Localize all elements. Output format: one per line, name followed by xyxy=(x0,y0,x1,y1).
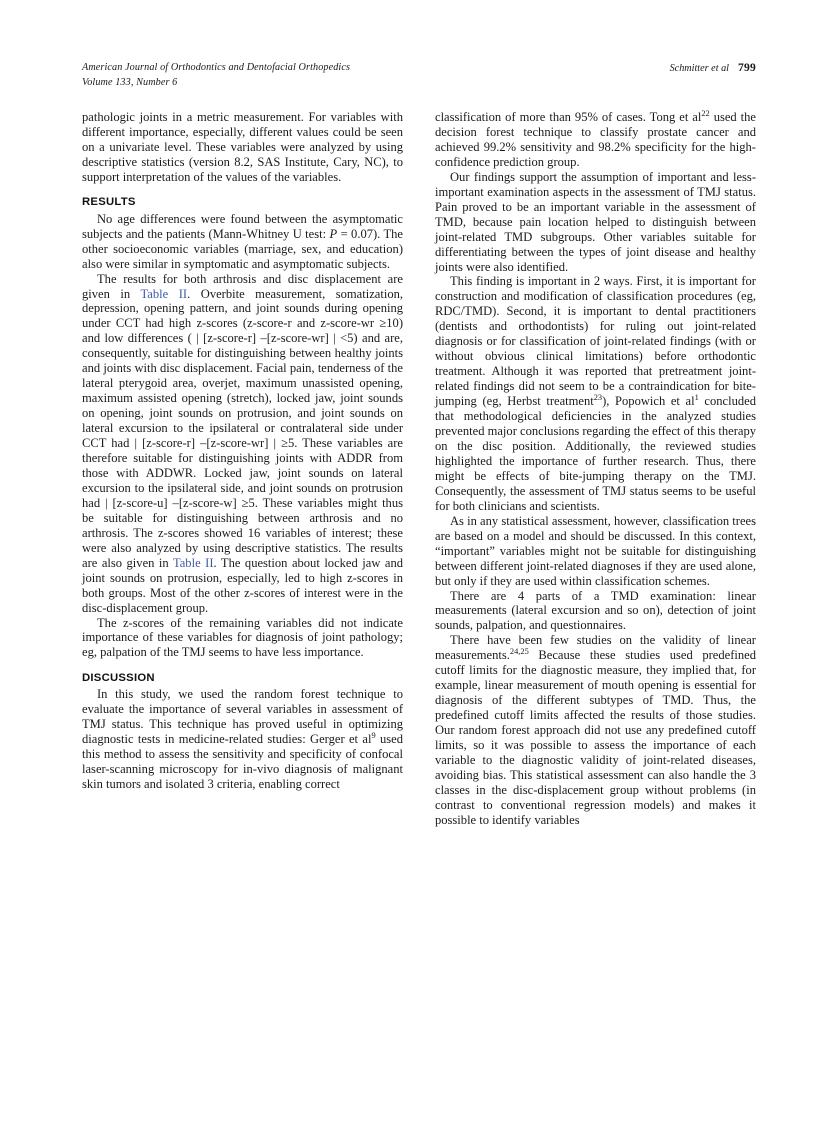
text-run: . The question about locked jaw and joint sounds on protrusion, especially, led to high z-scores in both groups. Most of the other z-scores of interest were in the disc-displacement group. xyxy=(82,555,403,615)
reference-marker: 1 xyxy=(694,392,699,402)
paragraph-text: The z-scores of the remaining variables did not indicate importance of these variables for diagnosis of joint pathology; eg, palpation of the TMJ seems to have less importance. xyxy=(82,615,403,660)
table-ii-link[interactable]: Table II xyxy=(172,555,214,570)
paragraph-continued-from-left-column xyxy=(435,110,756,170)
results-paragraph-2 xyxy=(82,272,403,616)
reference-marker: 9 xyxy=(371,731,376,741)
paragraph-text: There are 4 parts of a TMD examination: linear measurements (lateral excursion and so on), detection of joint sounds, palpation, and questionnaires. xyxy=(435,588,756,633)
discussion-paragraph-2 xyxy=(435,170,756,275)
reference-marker: 22 xyxy=(701,108,710,118)
reference-marker: 24,25 xyxy=(509,647,529,657)
section-heading-results: RESULTS xyxy=(82,196,136,209)
left-column xyxy=(82,110,403,1045)
journal-title: American Journal of Orthodontics and Dentofacial Orthopedics xyxy=(82,62,351,73)
text-run: used this method to assess the sensitivity and specificity of confocal laser-scanning microscopy for in-vivo diagnosis of malignant skin tumors and isolated 3 criteria, enabling correct xyxy=(82,732,403,792)
running-head xyxy=(82,61,756,95)
results-paragraph-3 xyxy=(82,616,403,661)
right-column xyxy=(435,110,756,1045)
reference-marker: 23 xyxy=(593,392,603,402)
journal-title-block xyxy=(82,61,350,90)
paragraph-text: Our findings support the assumption of important and less-important examination aspects in the assessment of TMJ status. Pain proved to be an important variable in the assessment of TMD, because pain location helped to distinguish between joint-related TMD subgroups. Other variables suitable for differentiating between the types of joint disease and healthy joints were also identified. xyxy=(435,169,756,274)
paragraph-continued-from-previous-page xyxy=(82,110,403,185)
text-run: concluded that methodological deficiencies in the analyzed studies prevented major conclusions regarding the effect of this therapy on the disc position. Additionally, the reviewed studies highlighted the importance of further research. Thus, there might be effects of bite-jumping therapy on the TMJ. Consequently, the assessment of TMJ status seems to be useful for both clinicians and scientists. xyxy=(435,394,756,513)
statistic-symbol-p: P xyxy=(329,226,338,241)
body-columns xyxy=(82,110,756,1045)
text-run: ), Popowich et al xyxy=(602,394,695,409)
discussion-paragraph-5 xyxy=(435,589,756,634)
text-run: This finding is important in 2 ways. First, it is important for construction and modification of classification procedures (eg, RDC/TMD). Second, it is important to dental practitioners (dentists and orthodontists) for ruling out joint-related diagnosis or for classification of joint-related findings (with or without obvious clinical limitations) before orthodontic treatment. Although it was reported that pretreatment joint-related findings did not seem to be a contraindication for bite-jumping (eg, Herbst treatment xyxy=(435,274,756,409)
discussion-paragraph-6 xyxy=(435,633,756,827)
text-run: = 0.07). The other socioeconomic variables (marriage, sex, and education) also were similar in symptomatic and asymptomatic subjects. xyxy=(82,226,403,271)
text-run: There have been few studies on the validity of linear measurements. xyxy=(435,633,756,663)
discussion-paragraph-1 xyxy=(82,687,403,792)
text-run: The results for both arthrosis and disc displacement are given in xyxy=(82,271,403,301)
journal-volume: Volume 133, Number 6 xyxy=(82,76,178,88)
text-run: classification of more than 95% of cases. Tong et al xyxy=(435,110,702,124)
text-run: In this study, we used the random forest technique to evaluate the importance of several variables in assessment of TMJ status. This technique has proved useful in optimizing diagnostic tests in medicine-related studies: Gerger et al xyxy=(82,687,403,747)
running-head-right xyxy=(670,61,756,77)
paragraph-text: pathologic joints in a metric measurement. For variables with different importance, especially, different values could be seen on a univariate level. These variables were analyzed by using descriptive statistics (version 8.2, SAS Institute, Cary, NC), to support interpretation of the values of the variables. xyxy=(82,110,403,184)
text-run: Because these studies used predefined cutoff limits for the diagnostic measure, they implied that, for example, linear measurement of mouth opening is essential for diagnosis of the different subtypes of TMD. Thus, the predefined cutoff limits affected the results of those studies. Our random forest approach did not use any predefined cutoff limits, so it was possible to assess the importance of each variable to the diagnostic validity of joint-related diseases, avoiding bias. This statistical assessment can also handle the 3 classes in the disc-displacement group without problems (in contrast to conventional regression models) and makes it possible to identify variables xyxy=(435,648,756,827)
text-run: No age differences were found between the asymptomatic subjects and the patients (Mann-Whitney U test: xyxy=(82,211,403,241)
page-number: 799 xyxy=(738,61,756,74)
results-paragraph-1 xyxy=(82,212,403,272)
paragraph-text: As in any statistical assessment, however, classification trees are based on a model and should be discussed. In this context, “important” variables might not be suitable for distinguishing between different joint-related diagnoses if they are used alone, but only if they are used within classification schemes. xyxy=(435,513,756,588)
text-run: . Overbite measurement, somatization, depression, opening pattern, and joint sounds during opening under CCT had high z-scores (z-score-r and z-score-wr ≥10) and low differences ( | [z-score-r] –[z-score-wr] | <5) and are, consequently, suitable for distinguishing between healthy joints and joints with disc displacement. Facial pain, tenderness of the lateral pterygoid area, overjet, maximum unassisted opening, maximum assisted opening (stretch), locked jaw, joint sounds on opening, joint sounds on protrusion, and joint sounds on lateral excursion to the ipsilateral or contralateral side under CCT had | [z-score-r] –[z-score-wr] | ≥5. These variables are therefore suitable for distinguishing joints with ADDR from those with ADDWR. Locked jaw, joint sounds on lateral excursion to the ipsilateral side, and joint sounds on protrusion had | [z-score-u] –[z-score-w] ≥5. These variables might thus be suitable for distinguishing between arthrosis and no arthrosis. The z-scores showed 16 variables of interest; these were also analyzed by using descriptive statistics. The results are also given in xyxy=(82,286,403,570)
discussion-paragraph-4 xyxy=(435,514,756,589)
text-run: used the decision forest technique to classify prostate cancer and achieved 99.2% sensitivity and 98.2% specificity for the high-confidence prediction group. xyxy=(435,110,756,169)
section-heading-discussion: DISCUSSION xyxy=(82,671,155,684)
discussion-paragraph-3 xyxy=(435,274,756,513)
table-ii-link[interactable]: Table II xyxy=(140,286,188,301)
running-head-authors: Schmitter et al xyxy=(669,63,729,74)
